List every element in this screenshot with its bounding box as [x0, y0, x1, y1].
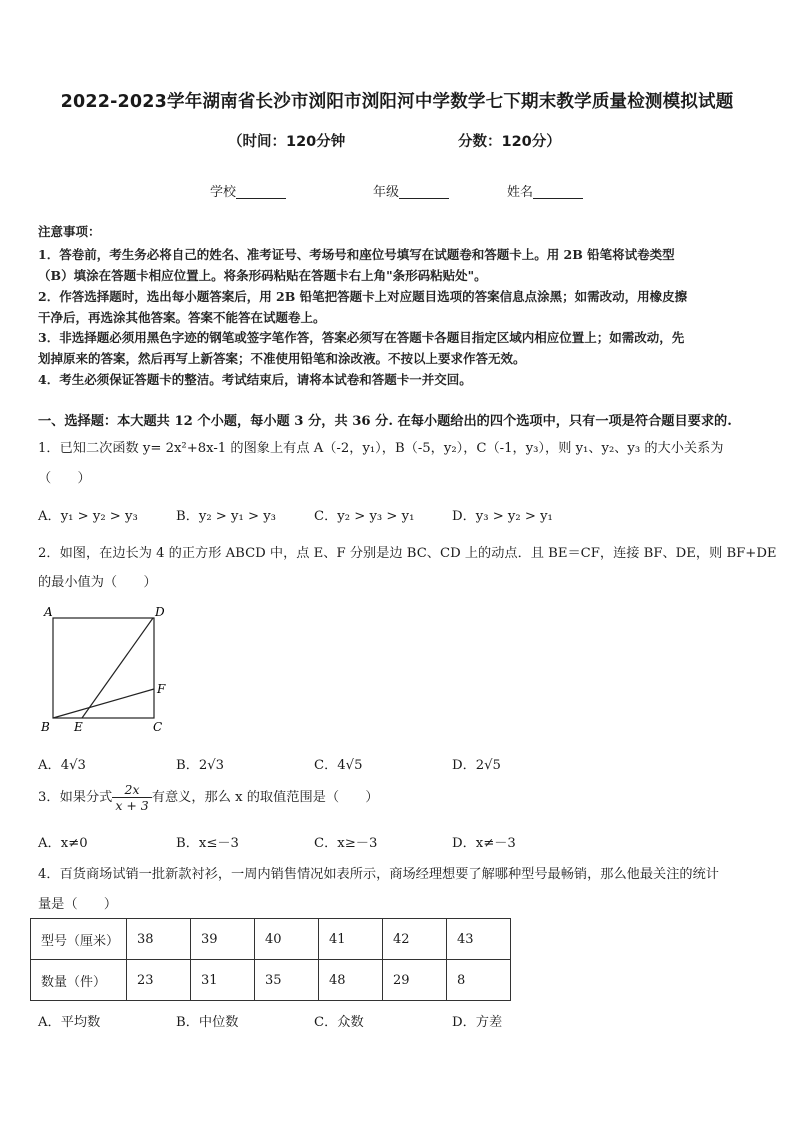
table-cell: 43 [447, 919, 511, 960]
table-cell: 35 [255, 960, 319, 1001]
name-label: 姓名 [507, 185, 534, 200]
school-label: 学校 [210, 185, 237, 200]
grade-label: 年级 [373, 185, 400, 200]
q4-option-c: C．众数 [314, 1015, 364, 1030]
table-cell: 38 [127, 919, 191, 960]
notes-line: 划掉原来的答案，然后再写上新答案；不准使用铅笔和涂改液。不按以上要求作答无效。 [38, 351, 526, 366]
table-cell: 40 [255, 919, 319, 960]
q1-option-c: C．y₂ > y₃ > y₁ [314, 509, 415, 524]
q4-option-a: A．平均数 [38, 1015, 101, 1030]
q4-option-d: D．方差 [452, 1015, 503, 1030]
table-cell: 31 [191, 960, 255, 1001]
label-e: E [74, 720, 83, 734]
q4-option-b: B．中位数 [176, 1015, 239, 1030]
q1-paren: （ ） [38, 471, 91, 486]
q2-stem: 的最小值为（ ） [38, 575, 157, 590]
q3-option-b: B．x≤－3 [176, 836, 239, 851]
q3-stem [38, 782, 379, 813]
q3-fraction [112, 782, 151, 813]
notes-line: 4．考生必须保证答题卡的整洁。考试结束后，请将本试卷和答题卡一并交回。 [38, 372, 472, 387]
notes-line: 3．非选择题必须用黑色字迹的钢笔或签字笔作答，答案必须写在答题卡各题目指定区域内相应位置上；如需改动，先 [38, 330, 685, 345]
name-field [507, 181, 583, 200]
q3-option-c: C．x≥－3 [314, 836, 378, 851]
q2-option-b: B．2√3 [176, 758, 225, 773]
notes-line: 1．答卷前，考生务必将自己的姓名、准考证号、考场号和座位号填写在试题卷和答题卡上。用 2B 铅笔将试卷类型 [38, 247, 675, 262]
segment-bf [53, 689, 154, 718]
q4-stem: 量是（ ） [38, 897, 118, 912]
q1-option-d: D．y₃ > y₂ > y₁ [452, 509, 553, 524]
table-cell: 48 [319, 960, 383, 1001]
section-heading: 一、选择题：本大题共 12 个小题，每小题 3 分，共 36 分. 在每小题给出的四个选项中，只有一项是符合题目要求的. [38, 414, 732, 429]
notes-line: 干净后，再选涂其他答案。答案不能答在试题卷上。 [38, 310, 326, 325]
q4-stem: 4．百货商场试销一批新款衬衫，一周内销售情况如表所示，商场经理想要了解哪种型号最畅销，那么他最关注的统计 [38, 867, 719, 882]
q3-numerator: 2x [112, 782, 151, 798]
table-row [31, 919, 511, 960]
q1-option-a: A．y₁ > y₂ > y₃ [38, 509, 138, 524]
table-cell: 型号（厘米） [31, 919, 127, 960]
table-cell: 数量（件） [31, 960, 127, 1001]
segment-de [82, 618, 153, 718]
sales-table [30, 918, 511, 1001]
notes-line: （B）填涂在答题卡相应位置上。将条形码粘贴在答题卡右上角"条形码粘贴处"。 [38, 268, 487, 283]
q1-option-b: B．y₂ > y₁ > y₃ [176, 509, 276, 524]
notes-heading: 注意事项： [38, 224, 101, 239]
table-cell: 8 [447, 960, 511, 1001]
q1-stem: 1．已知二次函数 y= 2x²+8x-1 的图象上有点 A（-2，y₁），B（-5，y₂），C（-1，y₃），则 y₁、y₂、y₃ 的大小关系为 [38, 441, 724, 456]
square-figure [36, 602, 176, 737]
q3-option-a: A．x≠0 [38, 836, 88, 851]
label-f: F [157, 682, 166, 696]
table-cell: 41 [319, 919, 383, 960]
grade-blank [399, 184, 449, 199]
school-blank [236, 184, 286, 199]
name-blank [533, 184, 583, 199]
q3-suffix: 有意义，那么 x 的取值范围是（ ） [151, 790, 379, 805]
notes-line: 2．作答选择题时，选出每小题答案后，用 2B 铅笔把答题卡上对应题目选项的答案信息点涂黑；如需改动，用橡皮擦 [38, 289, 688, 304]
page-title: 2022-2023学年湖南省长沙市浏阳市浏阳河中学数学七下期末教学质量检测模拟试题 [60, 92, 734, 112]
exam-score: 分数：120分） [458, 134, 561, 150]
table-cell: 39 [191, 919, 255, 960]
table-row [31, 960, 511, 1001]
table-cell: 29 [383, 960, 447, 1001]
table-cell: 23 [127, 960, 191, 1001]
label-c: C [153, 720, 163, 734]
q2-option-d: D．2√5 [452, 758, 501, 773]
label-a: A [44, 605, 53, 619]
q3-option-d: D．x≠－3 [452, 836, 516, 851]
label-b: B [41, 720, 50, 734]
q3-prefix: 3．如果分式 [38, 790, 113, 805]
school-field [210, 181, 286, 200]
q2-option-a: A．4√3 [38, 758, 86, 773]
table-cell: 42 [383, 919, 447, 960]
q2-stem: 2．如图，在边长为 4 的正方形 ABCD 中，点 E、F 分别是边 BC、CD 上的动点．且 BE＝CF，连接 BF、DE，则 BF+DE [38, 546, 777, 561]
q3-denominator: x + 3 [115, 798, 149, 813]
label-d: D [155, 605, 165, 619]
q2-option-c: C．4√5 [314, 758, 363, 773]
grade-field [373, 181, 449, 200]
exam-time: （时间：120分钟 [228, 134, 346, 150]
